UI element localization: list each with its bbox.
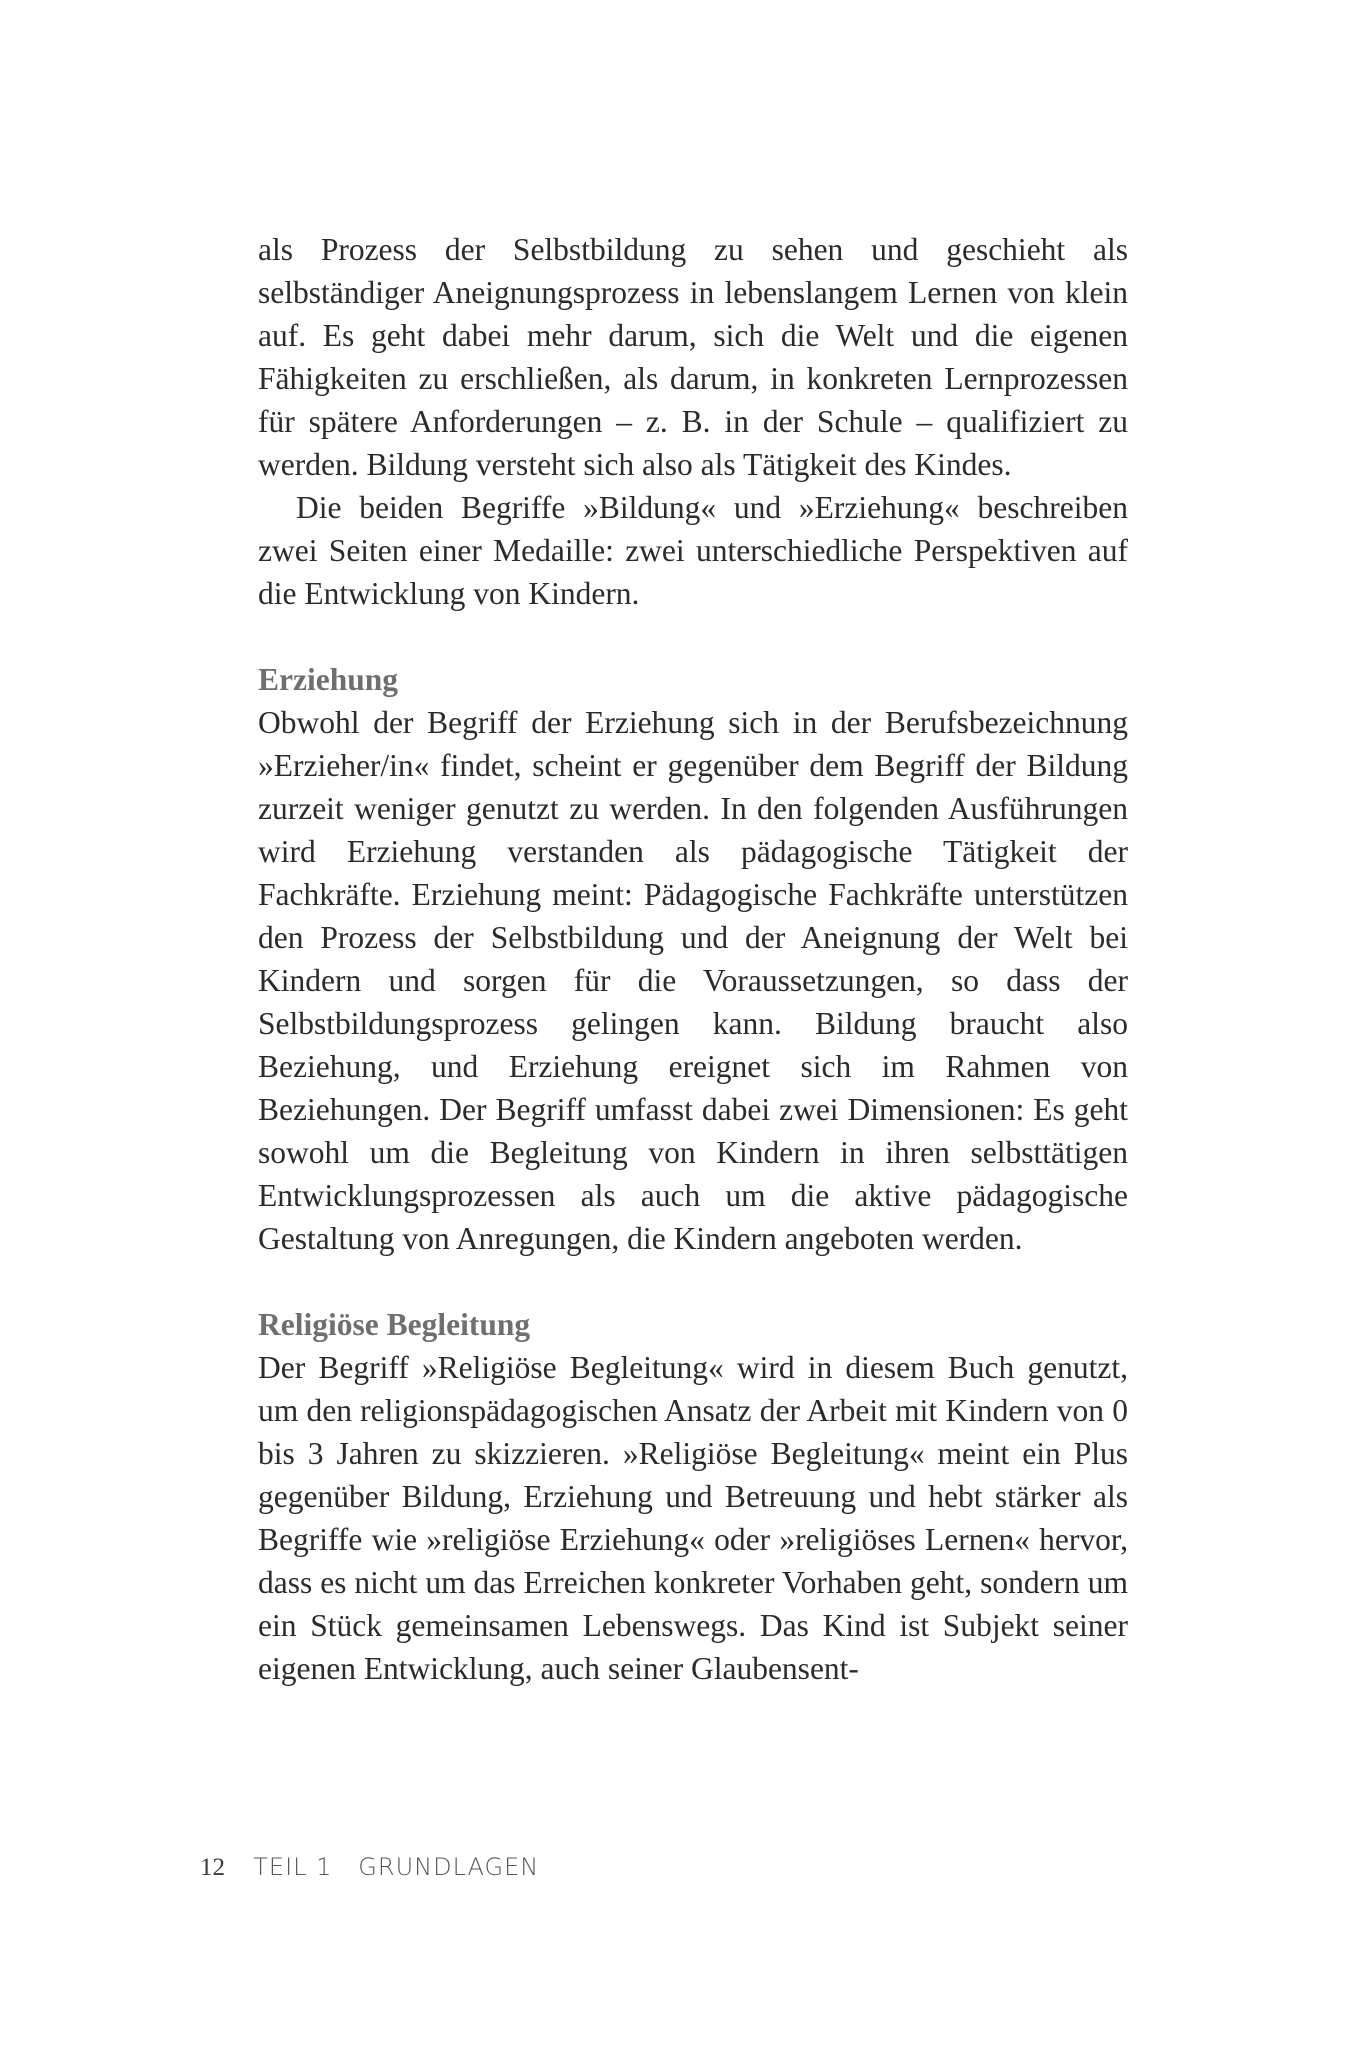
section-heading-erziehung: Erziehung [258,662,399,697]
paragraph-selbstbildung: als Prozess der Selbstbildung zu sehen und geschieht als selbständiger Aneignungsprozess in lebenslangem Lernen von klein auf. Es geht dabei mehr darum, sich die Welt und die eigenen Fähigkeiten zu erschließen, als darum, in konkreten Lernprozessen für spätere Anforderungen – z. B. in der Schule – qualifiziert zu werden. Bildung versteht sich also als Tätigkeit des Kindes. [258,232,1128,482]
paragraph-erziehung: Obwohl der Begriff der Erziehung sich in der Berufsbezeichnung »Erzieher/in« findet, scheint er gegenüber dem Begriff der Bildung zurzeit weniger genutzt zu werden. In den folgenden Ausführungen wird Erziehung verstanden als pädagogische Tätigkeit der Fachkräfte. Erziehung meint: Pädagogische Fachkräfte unterstützen den Prozess der Selbstbildung und der Aneignung der Welt bei Kindern und sorgen für die Voraussetzungen, so dass der Selbstbildungsprozess gelingen kann. Bildung braucht also Beziehung, und Erziehung ereignet sich im Rahmen von Beziehungen. Der Begriff umfasst dabei zwei Dimensionen: Es geht sowohl um die Begleitung von Kindern in ihren selbsttätigen Entwicklungsprozessen als auch um die aktive pädagogische Gestaltung von Anregungen, die Kindern angeboten werden. [258,705,1128,1256]
page-body [258,228,1128,1690]
running-head: TEIL 1 GRUNDLAGEN [253,1853,540,1881]
section-heading-religioese-begleitung: Religiöse Begleitung [258,1307,531,1342]
page-number: 12 [200,1854,225,1881]
paragraph-religioese-begleitung: Der Begriff »Religiöse Begleitung« wird in diesem Buch genutzt, um den religionspädagogischen Ansatz der Arbeit mit Kindern von 0 bis 3 Jahren zu skizzieren. »Religiöse Begleitung« meint ein Plus gegenüber Bildung, Erziehung und Betreuung und hebt stärker als Begriffe wie »religiöse Erziehung« oder »religiöses Lernen« hervor, dass es nicht um das Erreichen konkreter Vorhaben geht, sondern um ein Stück gemeinsamen Lebenswegs. Das Kind ist Subjekt seiner eigenen Entwicklung, auch seiner Glaubensent- [258,1350,1128,1686]
paragraph-begriffe: Die beiden Begriffe »Bildung« und »Erziehung« beschreiben zwei Seiten einer Medaille: zwei unterschiedliche Perspektiven auf die Entwicklung von Kindern. [258,490,1128,611]
page-footer [200,1852,539,1883]
